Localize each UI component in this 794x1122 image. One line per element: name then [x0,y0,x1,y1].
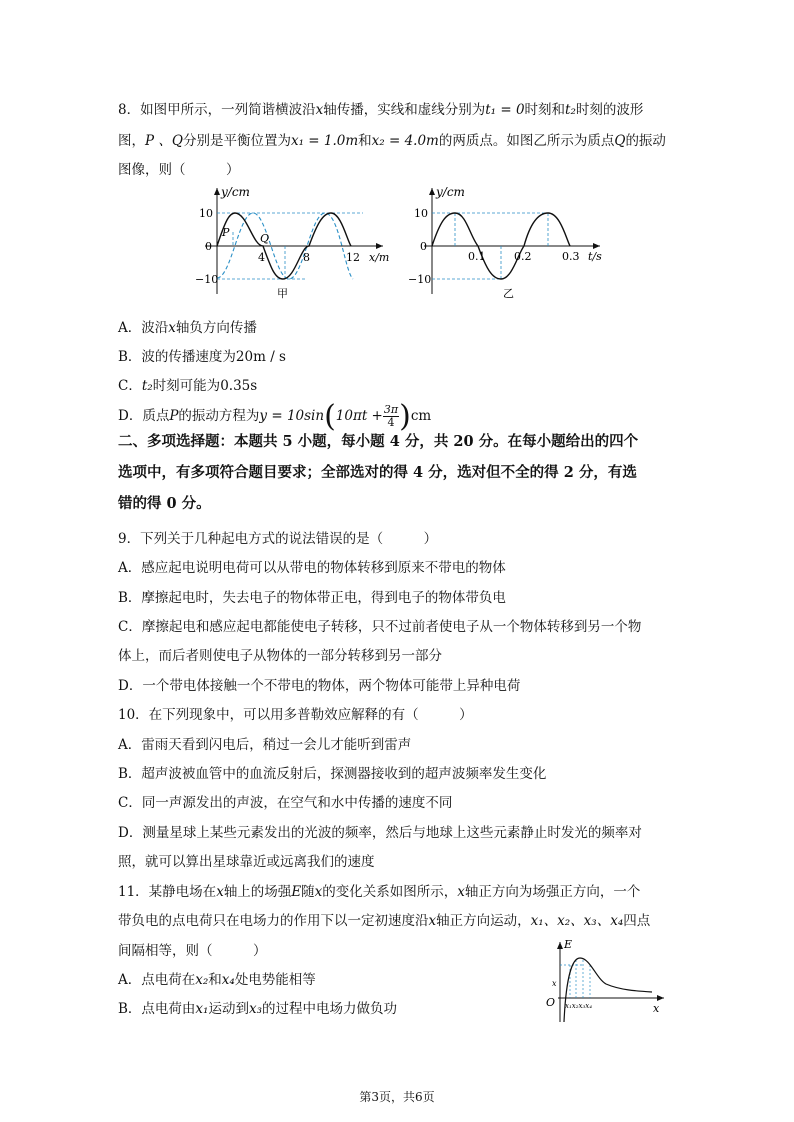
section2-heading-line3: 错的得 0 分。 [118,495,211,512]
q8-stem-line3: 图像，则（ ） [118,162,240,178]
q9-option-d: D．一个带电体接触一个不带电的物体，两个物体可能带上异种电荷 [118,678,521,694]
jia-x-label: x/m [369,251,390,264]
e-axis-label: E [564,938,573,951]
q9-option-c-line1: C．摩擦起电和感应起电都能使电子转移，只不过前者使电子从一个物体转移到另一个物 [118,619,642,635]
q11-stem-line2: 带负电的点电荷只在电场力的作用下以一定初速度沿x轴正方向运动，x₁、x₂、x₃、x₄四点 [118,913,651,929]
q9-option-c-line2: 体上，而后者则使电子从物体的一部分转移到另一部分 [118,648,442,664]
q9-option-b: B．摩擦起电时，失去电子的物体带正电，得到电子的物体带负电 [118,590,506,606]
wave-figure-jia [195,182,395,300]
q10-option-c: C．同一声源发出的声波，在空气和水中传播的速度不同 [118,795,453,811]
jia-tick-4: 4 [258,251,265,264]
yi-tick-0-1: 0.1 [468,250,486,263]
yi-x-label: t/s [588,250,602,263]
jia-tick-8: 8 [303,251,310,264]
e-origin-label: O [546,996,556,1009]
q8-stem-line2: 图，P 、Q分别是平衡位置为x₁ = 1.0m和x₂ = 4.0m的两质点。如图乙所示为质点Q的振动 [118,133,666,149]
jia-tick-10: 10 [199,207,213,220]
point-p-label: P [222,226,230,239]
yi-tick-minus10: −10 [408,273,432,286]
q9-option-a: A．感应起电说明电荷可以从带电的物体转移到原来不带电的物体 [118,560,506,576]
section2-heading-line1: 二、多项选择题：本题共 5 小题，每小题 4 分，共 20 分。在每小题给出的四个 [118,433,639,450]
page-footer: 第3页，共6页 [359,1090,435,1104]
q8-stem-line1: 8．如图甲所示，一列简谐横波沿x轴传播，实线和虚线分别为t₁ = 0时刻和t₂时刻的波形 [118,102,644,118]
q10-option-a: A．雷雨天看到闪电后，稍过一会儿才能听到雷声 [118,737,412,753]
q11-option-a: A．点电荷在x₂和x₄处电势能相等 [118,972,316,988]
q10-stem: 10．在下列现象中，可以用多普勒效应解释的有（ ） [118,707,473,723]
q8-option-c: C．t₂时刻可能为0.35s [118,378,258,394]
q11-stem-line1: 11．某静电场在x轴上的场强E随x的变化关系如图所示，x轴正方向为场强正方向，一个 [118,884,641,900]
yi-tick-0-3: 0.3 [562,250,580,263]
q10-option-d-line1: D．测量星球上某些元素发出的光波的频率，然后与地球上这些元素静止时发光的频率对 [118,825,642,841]
e-xs-label: x₁x₂x₃x₄ [565,1002,593,1010]
yi-tick-0: 0 [420,240,427,253]
field-strength-figure [540,938,670,1024]
jia-y-label: y/cm [221,185,250,199]
jia-tick-minus10: −10 [195,273,219,286]
q10-option-b: B．超声波被血管中的血流反射后，探测器接收到的超声波频率发生变化 [118,766,547,782]
jia-caption: 甲 [277,287,288,300]
vibration-figure-yi [408,182,608,300]
q11-option-b: B．点电荷由x₁运动到x₃的过程中电场力做负功 [118,1001,397,1017]
jia-tick-12: 12 [346,251,360,264]
q11-stem-line3: 间隔相等，则（ ） [118,943,267,959]
jia-tick-0: 0 [205,240,212,253]
e-left-x-label: x [552,979,557,988]
q8-option-b: B．波的传播速度为20m / s [118,349,286,365]
q10-option-d-line2: 照，就可以算出星球靠近或远离我们的速度 [118,854,375,870]
yi-y-label: y/cm [436,185,465,199]
yi-tick-10: 10 [414,207,428,220]
yi-caption: 乙 [503,287,514,300]
e-x-axis-label: x [653,1002,660,1015]
q8-option-d: D．质点P的振动方程为y = 10sin(10πt + $\frac{3\pi}{4}$ )cm [118,399,432,434]
field-curve [564,958,652,1022]
section2-heading-line2: 选项中，有多项符合题目要求；全部选对的得 4 分，选对但不全的得 2 分，有选 [118,464,637,481]
point-q-label: Q [260,232,270,245]
q9-stem: 9．下列关于几种起电方式的说法错误的是（ ） [118,531,438,547]
q8-option-a: A．波沿x轴负方向传播 [118,320,257,336]
yi-tick-0-2: 0.2 [514,250,532,263]
